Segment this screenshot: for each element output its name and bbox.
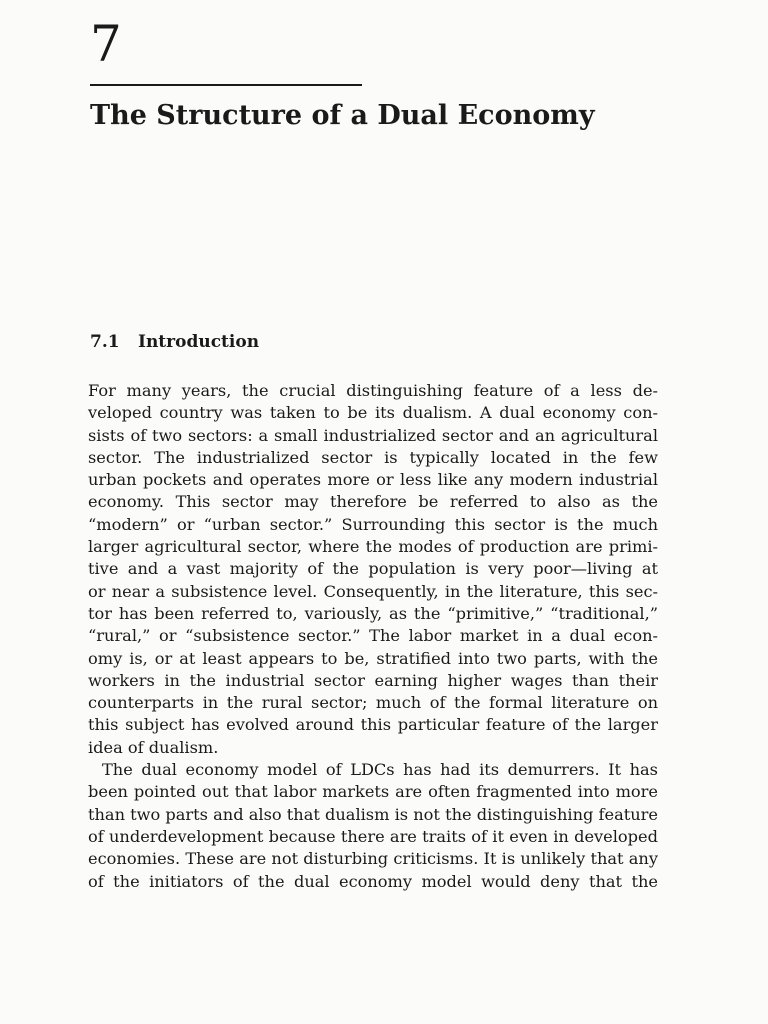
text-line: larger agricultural sector, where the modes of production are primi-	[88, 537, 658, 557]
text-line: of underdevelopment because there are traits of it even in developed	[88, 826, 658, 846]
text-line: counterparts in the rural sector; much of the formal literature on	[88, 693, 658, 713]
body-text	[88, 380, 658, 893]
text-line: economy. This sector may therefore be referred to also as the	[88, 492, 658, 512]
text-line: economies. These are not disturbing criticisms. It is unlikely that any	[88, 849, 658, 869]
chapter-rule	[90, 84, 362, 86]
chapter-number: 7	[90, 15, 122, 73]
text-line: For many years, the crucial distinguishing feature of a less de-	[88, 381, 658, 400]
text-line: “modern” or “urban sector.” Surrounding this sector is the much	[88, 514, 658, 534]
text-line: sector. The industrialized sector is typically located in the few	[88, 447, 658, 467]
paragraph	[88, 380, 658, 759]
text-line: “rural,” or “subsistence sector.” The labor market in a dual econ-	[88, 626, 658, 646]
text-line: omy is, or at least appears to be, stratified into two parts, with the	[88, 648, 658, 668]
section-number: 7.1	[90, 332, 120, 352]
section-heading	[90, 330, 259, 354]
text-line: tive and a vast majority of the population is very poor—living at	[88, 559, 658, 579]
text-line: sists of two sectors: a small industrialized sector and an agricultural	[88, 425, 658, 445]
text-line: this subject has evolved around this particular feature of the larger	[88, 715, 658, 735]
text-line: idea of dualism.	[88, 737, 219, 757]
text-line: or near a subsistence level. Consequently, in the literature, this sec-	[88, 581, 658, 601]
text-line: tor has been referred to, variously, as the “primitive,” “traditional,”	[88, 603, 658, 623]
text-line: The dual economy model of LDCs has had its demurrers. It has	[102, 760, 658, 780]
text-line: been pointed out that labor markets are often fragmented into more	[88, 782, 658, 802]
chapter-title: The Structure of a Dual Economy	[90, 100, 595, 131]
text-line: of the initiators of the dual economy model would deny that the	[88, 871, 658, 891]
paragraph	[88, 759, 658, 893]
text-line: veloped country was taken to be its dualism. A dual economy con-	[88, 403, 658, 423]
text-line: urban pockets and operates more or less like any modern industrial	[88, 470, 658, 490]
text-line: than two parts and also that dualism is not the distinguishing feature	[88, 804, 658, 824]
text-line: workers in the industrial sector earning higher wages than their	[88, 670, 658, 690]
section-title: Introduction	[138, 332, 260, 352]
